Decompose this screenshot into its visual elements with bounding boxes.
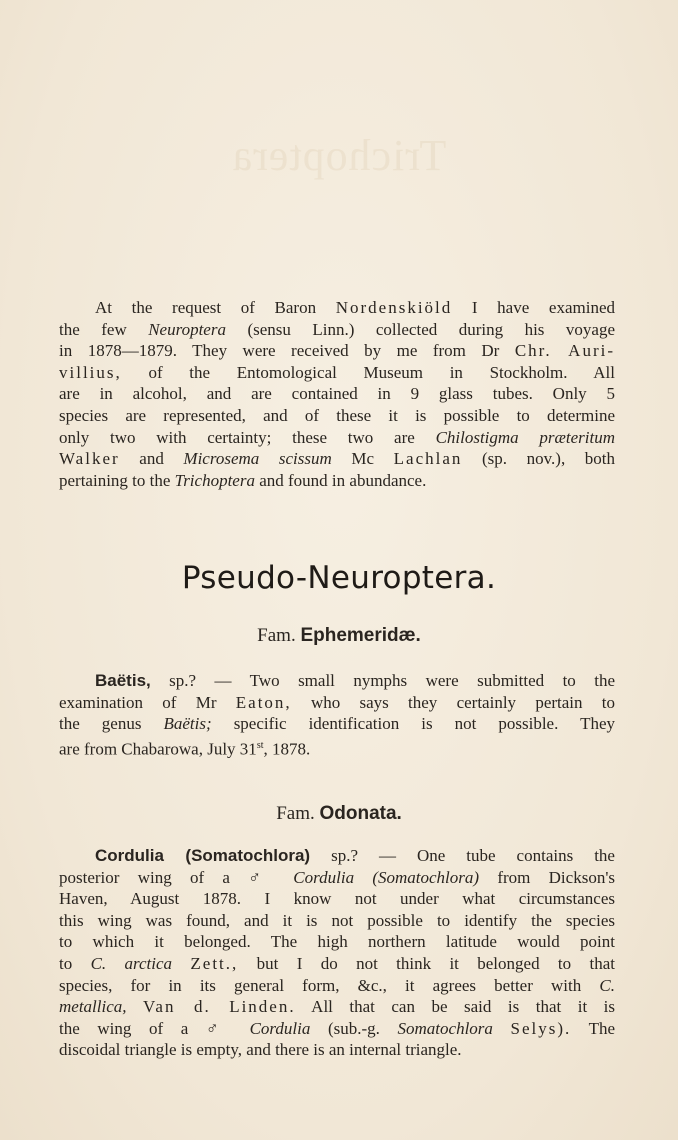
text-line: [59, 931, 615, 953]
text-segment: but I do not think it belonged to that: [238, 953, 615, 973]
text-line: [59, 735, 615, 760]
text-segment: discoidal triangle is empty, and there is an internal triangle.: [59, 1040, 462, 1060]
fam-name: Ephemeridæ.: [300, 625, 421, 646]
text-line: [59, 405, 615, 427]
text-line: [59, 692, 615, 714]
text-segment: are in alcohol, and are contained in 9 glass tubes. Only 5: [59, 384, 615, 404]
text-line: [59, 867, 615, 889]
text-segment: this wing was found, and it is not possible to identify the species: [59, 910, 615, 930]
text-segment: specific identification is not possible. They: [211, 714, 615, 734]
text-line: [59, 340, 615, 362]
italic-text: C.: [599, 975, 615, 995]
text-segment: to: [59, 953, 91, 973]
text-segment: Zett.,: [190, 953, 239, 973]
text-segment: to which it belonged. The high northern latitude would point: [59, 932, 615, 952]
text-segment: Nordenskiöld: [335, 298, 453, 317]
text-segment: who says they certainly pertain to: [291, 692, 616, 712]
bleed-through-title: Trichoptera: [231, 131, 447, 180]
text-segment: villius,: [59, 362, 122, 382]
family-heading-odonata: [0, 803, 678, 825]
text-segment: (sensu Linn.) collected during his voyage: [225, 319, 615, 339]
text-line: [59, 362, 615, 384]
text-segment: Van d. Linden.: [143, 997, 296, 1017]
text-segment: sp.? — Two small nymphs were submitted to the: [150, 671, 615, 690]
text-segment: I have examined: [452, 298, 615, 317]
italic-text: Somatochlora: [397, 1018, 493, 1038]
text-segment: Chr. Auri-: [514, 341, 615, 361]
text-line: [59, 845, 615, 867]
italic-text: Microsema scissum: [183, 449, 332, 469]
intro-paragraph: [59, 297, 615, 491]
text-segment: [127, 997, 144, 1016]
italic-text: Cordulia: [249, 1018, 311, 1038]
fam-prefix: Fam.: [276, 803, 315, 824]
text-segment: Selys).: [510, 1018, 572, 1038]
text-line: [59, 888, 615, 910]
bold-term: Cordulia (Somatochlora): [95, 846, 311, 865]
italic-text: Chilostigma præteritum: [435, 427, 615, 447]
text-segment: Eaton,: [235, 692, 292, 712]
text-segment: At the request of Baron: [95, 298, 336, 317]
text-segment: , 1878.: [263, 739, 311, 759]
text-segment: sp.? — One tube contains the: [310, 846, 615, 865]
text-segment: Walker: [59, 449, 120, 469]
text-segment: pertaining to the: [59, 470, 175, 490]
text-line: [59, 1018, 615, 1040]
text-line: [59, 975, 615, 997]
text-segment: species, for in its general form, &c., it agrees better with: [59, 975, 600, 995]
text-segment: the few: [59, 319, 149, 339]
text-segment: are from Chabarowa, July 31: [59, 739, 257, 759]
text-segment: (sp. nov.), both: [462, 449, 616, 469]
text-segment: species are represented, and of these it is possible to determine: [59, 405, 615, 425]
text-segment: Mc: [331, 449, 394, 469]
text-line: [59, 448, 615, 470]
family-heading-ephemeridae: [0, 625, 678, 647]
text-line: [59, 427, 615, 449]
text-segment: [493, 1019, 511, 1038]
text-line: [59, 713, 615, 735]
text-segment: examination of Mr: [59, 692, 236, 712]
text-segment: (sub.-g.: [310, 1018, 398, 1038]
italic-text: metallica,: [59, 997, 127, 1017]
baetis-paragraph: [59, 670, 615, 760]
text-segment: [172, 954, 190, 973]
text-line: [59, 670, 615, 692]
italic-text: Cordulia (Somatochlora): [293, 867, 480, 887]
text-segment: in 1878—1879. They were received by me from Dr: [59, 341, 515, 361]
fam-prefix: Fam.: [257, 625, 296, 646]
fam-name: Odonata.: [319, 803, 402, 824]
text-segment: and: [119, 449, 184, 469]
italic-text: Trichoptera: [174, 470, 255, 490]
text-line: [59, 470, 615, 492]
cordulia-paragraph: [59, 845, 615, 1061]
italic-text: Baëtis;: [163, 714, 212, 734]
text-segment: Haven, August 1878. I know not under what circumstances: [59, 889, 615, 909]
text-segment: only two with certainty; these two are: [59, 427, 436, 447]
text-segment: from Dickson's: [479, 867, 615, 887]
text-segment: of the Entomological Museum in Stockholm. All: [121, 362, 615, 382]
text-segment: st: [256, 739, 264, 751]
text-line: [59, 910, 615, 932]
text-line: [59, 953, 615, 975]
text-segment: Lachlan: [393, 449, 463, 469]
text-segment: the wing of a ♂: [59, 1018, 250, 1038]
section-title: Pseudo-Neuroptera.: [181, 560, 497, 596]
text-segment: and found in abundance.: [254, 470, 427, 490]
text-line: [59, 1039, 615, 1061]
italic-text: C. arctica: [90, 953, 173, 973]
text-segment: the genus: [59, 714, 164, 734]
text-line: [59, 297, 615, 319]
bold-term: Baëtis,: [95, 671, 151, 690]
text-segment: All that can be said is that it is: [295, 997, 615, 1017]
text-segment: The: [571, 1018, 616, 1038]
text-segment: posterior wing of a ♂: [59, 867, 294, 887]
text-line: [59, 996, 615, 1018]
text-line: [59, 319, 615, 341]
text-line: [59, 383, 615, 405]
italic-text: Neuroptera: [148, 319, 226, 339]
